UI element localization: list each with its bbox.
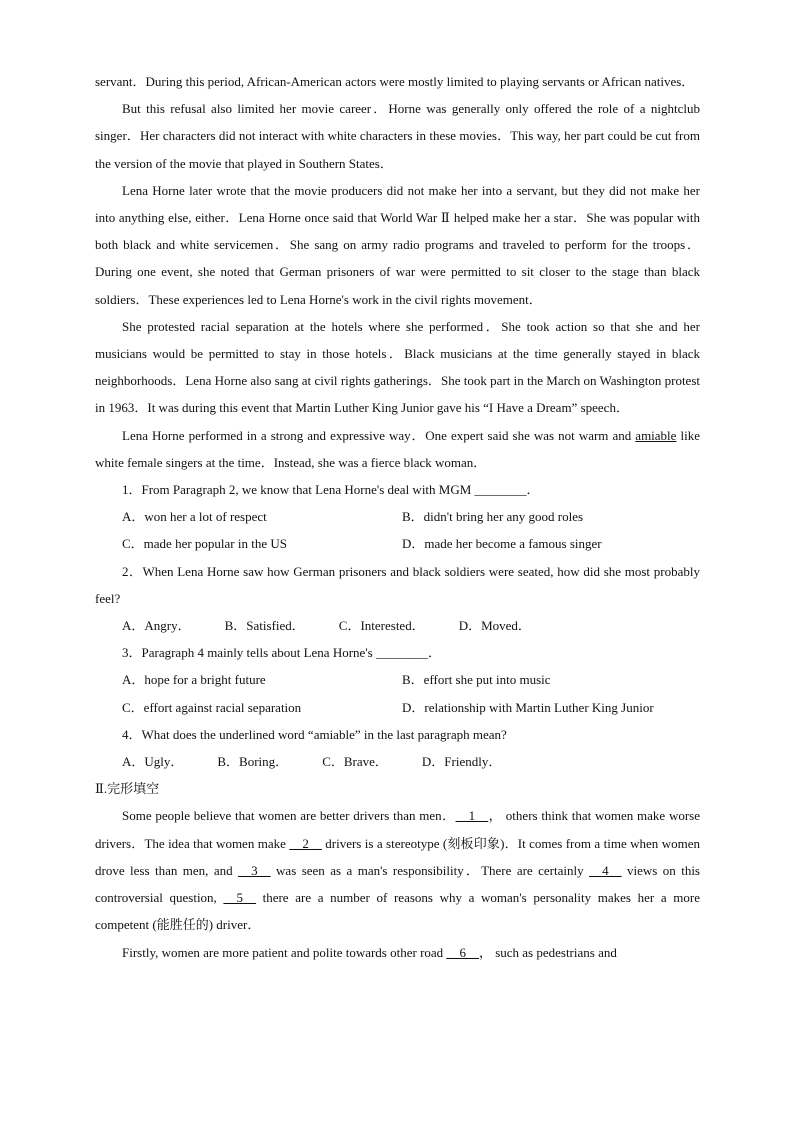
cloze-text: views on this controversial question,: [95, 862, 700, 906]
question-2-option-b[interactable]: B．Satisfied．: [224, 618, 305, 634]
question-3-options-row-1: [95, 666, 700, 693]
underlined-word-amiable: amiable: [635, 427, 677, 443]
passage-paragraph-1: servant．During this period, African-American actors were mostly limited to playing servants or African natives．: [95, 74, 695, 89]
question-3-options-row-2: [95, 694, 700, 721]
question-1-option-c[interactable]: C．made her popular in the US: [122, 536, 287, 552]
question-4-options-row: [95, 748, 700, 775]
question-2-option-d[interactable]: D．Moved．: [458, 618, 531, 634]
cloze-text: was seen as a man's responsibility．There are certainly: [270, 862, 590, 878]
cloze-blank-2[interactable]: __2__: [289, 835, 322, 851]
question-4-option-b[interactable]: B．Boring．: [217, 754, 289, 770]
cloze-text: there are a number of reasons why a woman's personality makes her a more competent (能胜任的) driver．: [95, 890, 700, 933]
question-1-option-b[interactable]: B．didn't bring her any good roles: [402, 509, 584, 525]
cloze-blank-4[interactable]: __4__: [589, 862, 622, 878]
question-2-stem: 2．When Lena Horne saw how German prisoners and black soldiers were seated, how did she most probably feel?: [95, 563, 700, 606]
question-2-option-a[interactable]: A．Angry．: [122, 618, 191, 634]
p5-text-start: Lena Horne performed in a strong and expressive way．One expert said she was not warm and: [122, 427, 636, 443]
question-4-option-a[interactable]: A．Ugly．: [122, 754, 184, 770]
cloze-blank-6[interactable]: __6__: [446, 944, 479, 960]
question-3-stem: 3．Paragraph 4 mainly tells about Lena Horne's ________．: [122, 645, 441, 661]
question-1-option-d[interactable]: D．made her become a famous singer: [402, 536, 602, 552]
question-4-option-c[interactable]: C．Brave．: [322, 754, 388, 770]
cloze-text: Firstly, women are more patient and polite towards other road: [122, 944, 447, 960]
cloze-paragraph-1: [95, 802, 700, 938]
question-3-option-b[interactable]: B．effort she put into music: [402, 672, 551, 688]
passage-paragraph-2: But this refusal also limited her movie career．Horne was generally only offered the role of a nightclub singer．Her characters did not interact with white characters in these movies．This way, her part could be cut from the version of the movie that played in Southern States．: [95, 101, 700, 171]
cloze-paragraph-2: [95, 939, 700, 966]
cloze-blank-3[interactable]: __3__: [238, 862, 271, 878]
question-3-option-c[interactable]: C．effort against racial separation: [122, 699, 302, 715]
question-2-options-row: [95, 612, 700, 639]
question-1-options-row-2: [95, 530, 700, 557]
cloze-blank-1[interactable]: __1__: [455, 808, 489, 824]
cloze-text: ， others think that women make worse drivers．The idea that women make: [95, 808, 700, 851]
passage-paragraph-3: Lena Horne later wrote that the movie producers did not make her into a servant, but they did not make her into anything else, either．Lena Horne once said that World War Ⅱ helped make her a star．She was popular with both black and white servicemen．She sang on army radio programs and traveled to perform for the troops．During one event, she noted that German prisoners of war were permitted to sit closer to the stage than black soldiers．These experiences led to Lena Horne's work in the civil rights movement．: [95, 182, 700, 307]
question-2-option-c[interactable]: C．Interested．: [338, 618, 425, 634]
question-3-option-d[interactable]: D．relationship with Martin Luther King Junior: [402, 699, 654, 715]
question-4-option-d[interactable]: D．Friendly．: [421, 754, 502, 770]
section-2-heading: Ⅱ.完形填空: [95, 781, 160, 797]
cloze-text: Some people believe that women are better drivers than men．: [122, 808, 456, 824]
question-1-option-a[interactable]: A．won her a lot of respect: [122, 509, 267, 525]
passage-paragraph-4: She protested racial separation at the hotels where she performed．She took action so that she and her musicians would be permitted to stay in those hotels．Black musicians at the time generally stayed in black neighborhoods．Lena Horne also sang at civil rights gatherings．She took part in the March on Washington protest in 1963．It was during this event that Martin Luther King Junior gave his “I Have a Dream” speech．: [95, 318, 700, 416]
cloze-text: ， such as pedestrians and: [478, 944, 617, 960]
document-page: [95, 68, 700, 966]
p5-text-end: like white female singers at the time．Instead, she was a fierce black woman．: [95, 427, 700, 470]
question-3-option-a[interactable]: A．hope for a bright future: [122, 672, 266, 688]
passage-paragraph-5: [95, 422, 700, 476]
cloze-text: drivers is a stereotype (刻板印象)．It comes from a time when women drove less than men, and: [95, 835, 700, 878]
question-1-stem: 1．From Paragraph 2, we know that Lena Horne's deal with MGM ________．: [122, 482, 540, 498]
cloze-blank-5[interactable]: __5__: [223, 890, 256, 906]
question-4-stem: 4．What does the underlined word “amiable” in the last paragraph mean?: [122, 726, 507, 742]
question-1-options-row-1: [95, 503, 700, 530]
